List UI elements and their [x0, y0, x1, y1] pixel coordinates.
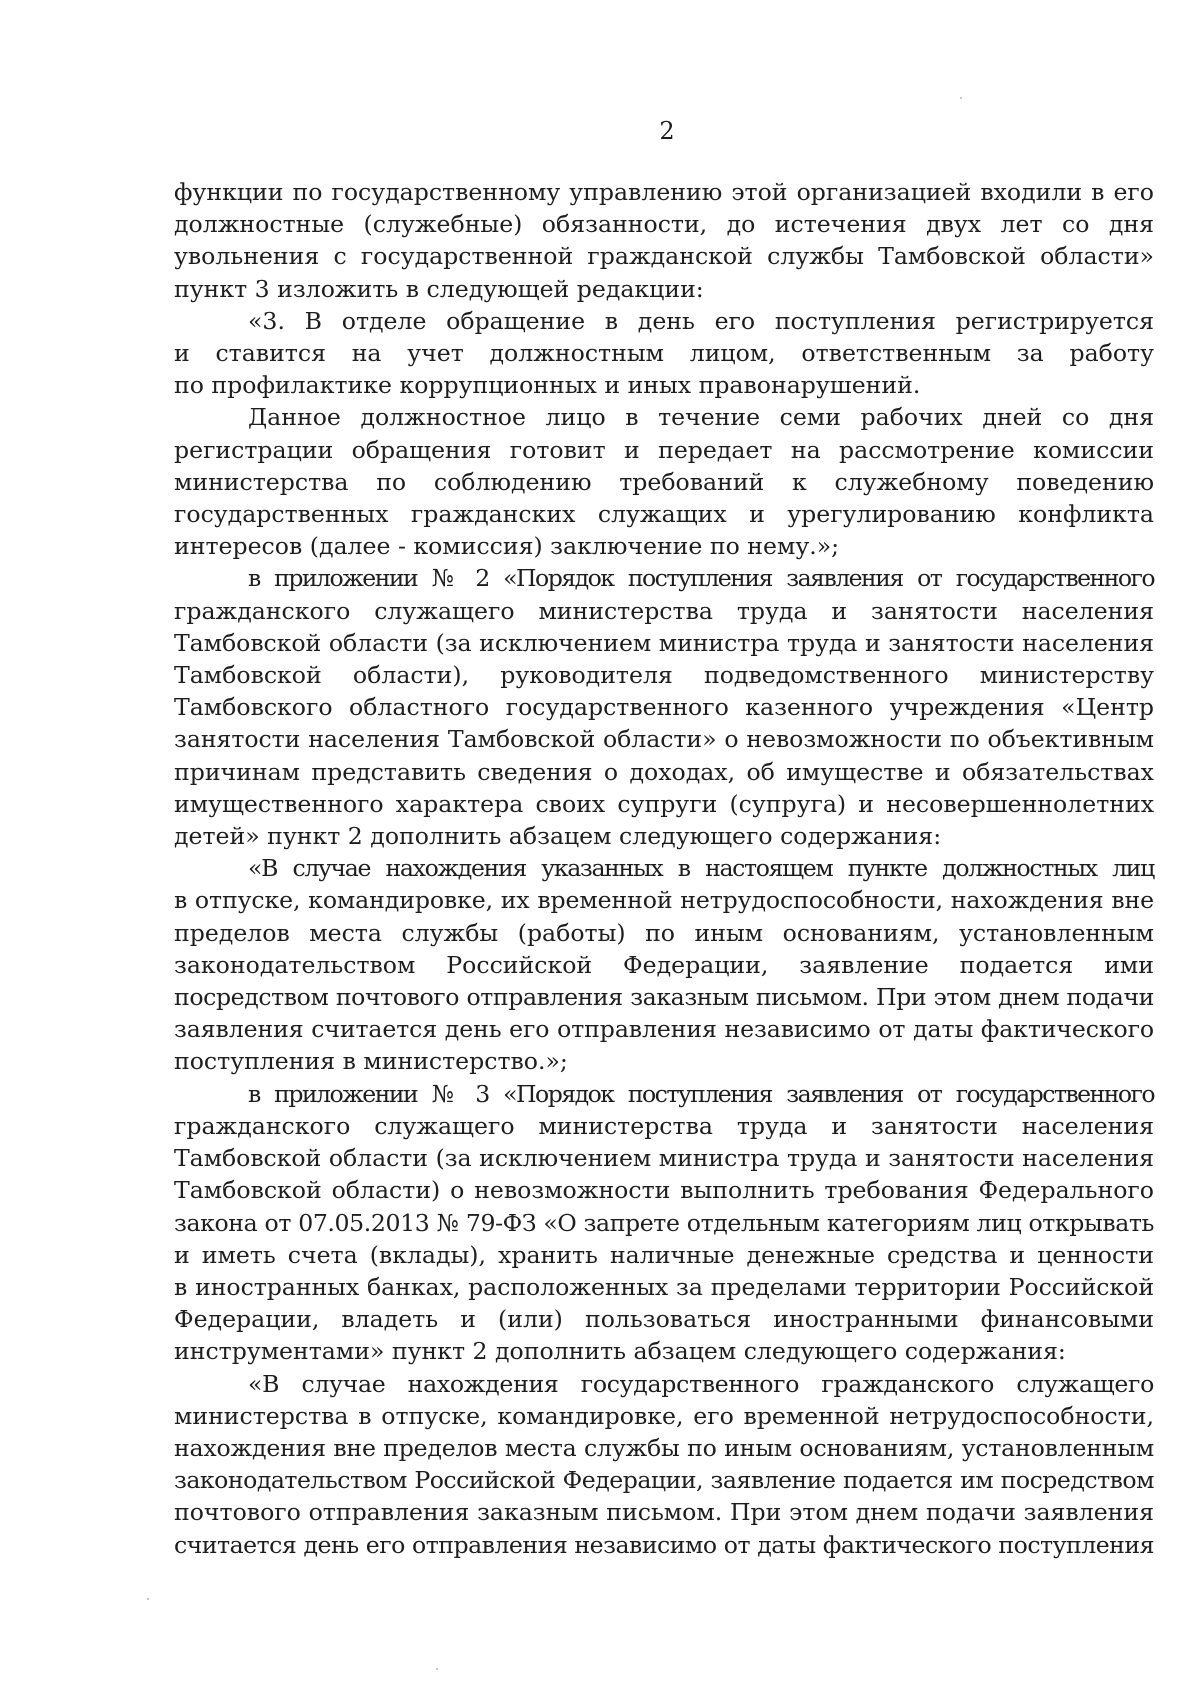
text-line: «В случае нахождения указанных в настоящем пункте должностных лиц [248, 854, 1154, 883]
text-line: Тамбовской области (за исключением министра труда и занятости населения [174, 628, 1154, 657]
text-line: закона от 07.05.2013 № 79-ФЗ «О запрете отдельным категориям лиц открывать [174, 1208, 1154, 1237]
text-line: нахождения вне пределов места службы по иным основаниям, установленным [174, 1433, 1154, 1462]
text-line: Данное должностное лицо в течение семи рабочих дней со дня [248, 403, 1154, 432]
text-line: в приложении № 2 «Порядок поступления заявления от государственного [248, 564, 1154, 593]
paragraph-3 [174, 401, 1154, 562]
text-line: министерства по соблюдению требований к служебному поведению [174, 467, 1154, 496]
text-line: пункт 3 изложить в следующей редакции: [174, 274, 704, 303]
scan-speck [147, 1598, 149, 1600]
text-line: законодательством Российской Федерации, заявление подается им посредством [174, 1466, 1154, 1495]
text-line: регистрации обращения готовит и передает на рассмотрение комиссии [174, 435, 1154, 464]
text-line: гражданского служащего министерства труда и занятости населения [174, 1111, 1154, 1140]
text-line: интересов (далее - комиссия) заключение по нему.»; [174, 532, 840, 561]
text-line: и иметь счета (вклады), хранить наличные денежные средства и ценности [174, 1240, 1154, 1269]
text-line: поступления в министерство.»; [174, 1047, 568, 1076]
paragraph-6 [174, 1078, 1154, 1368]
text-line: причинам представить сведения о доходах, об имуществе и обязательствах [174, 757, 1154, 786]
text-line: «3. В отделе обращение в день его поступления регистрируется [248, 306, 1154, 335]
text-line: государственных гражданских служащих и урегулированию конфликта [174, 500, 1154, 529]
text-line: функции по государственному управлению этой организацией входили в его [174, 178, 1154, 206]
text-line: «В случае нахождения государственного гражданского служащего [248, 1369, 1154, 1398]
text-line: гражданского служащего министерства труда и занятости населения [174, 596, 1154, 625]
paragraph-1 [174, 176, 1154, 305]
scan-speck [436, 1668, 438, 1670]
text-line: заявления считается день его отправления независимо от даты фактического [174, 1015, 1154, 1044]
text-line: в приложении № 3 «Порядок поступления заявления от государственного [248, 1079, 1154, 1108]
text-line: имущественного характера своих супруги (супруга) и несовершеннолетних [174, 789, 1154, 818]
text-line: посредством почтового отправления заказным письмом. При этом днем подачи [174, 983, 1154, 1012]
text-line: министерства в отпуске, командировке, его временной нетрудоспособности, [174, 1401, 1154, 1430]
text-line: инструментами» пункт 2 дополнить абзацем следующего содержания: [174, 1337, 1066, 1366]
text-line: законодательством Российской Федерации, заявление подается ими [174, 950, 1154, 979]
text-line: Федерации, владеть и (или) пользоваться иностранными финансовыми [174, 1305, 1154, 1334]
document-body [174, 176, 1154, 1561]
text-line: Тамбовской области (за исключением министра труда и занятости населения [174, 1144, 1154, 1173]
text-line: Тамбовского областного государственного казенного учреждения «Центр [174, 693, 1154, 722]
text-line: Тамбовской области) о невозможности выполнить требования Федерального [174, 1176, 1154, 1205]
text-line: Тамбовской области), руководителя подведомственного министерству [174, 661, 1154, 690]
text-line: в отпуске, командировке, их временной нетрудоспособности, нахождения вне [174, 886, 1154, 915]
text-line: занятости населения Тамбовской области» о невозможности по объективным [174, 725, 1154, 754]
paragraph-4 [174, 562, 1154, 852]
text-line: детей» пункт 2 дополнить абзацем следующего содержания: [174, 822, 942, 851]
text-line: по профилактике коррупционных и иных правонарушений. [174, 371, 921, 400]
paragraph-7 [174, 1368, 1154, 1561]
text-line: и ставится на учет должностным лицом, ответственным за работу [174, 339, 1154, 368]
text-line: должностные (служебные) обязанности, до истечения двух лет со дня [174, 210, 1154, 239]
scan-speck [960, 97, 962, 99]
text-line: почтового отправления заказным письмом. При этом днем подачи заявления [174, 1498, 1154, 1527]
paragraph-2 [174, 305, 1154, 402]
paragraph-5 [174, 852, 1154, 1077]
text-line: увольнения с государственной гражданской службы Тамбовской области» [174, 242, 1154, 271]
page-number: 2 [659, 117, 675, 145]
text-line: считается день его отправления независимо от даты фактического поступления [174, 1530, 1154, 1559]
text-line: в иностранных банках, расположенных за пределами территории Российской [174, 1272, 1154, 1301]
text-line: пределов места службы (работы) по иным основаниям, установленным [174, 918, 1154, 947]
